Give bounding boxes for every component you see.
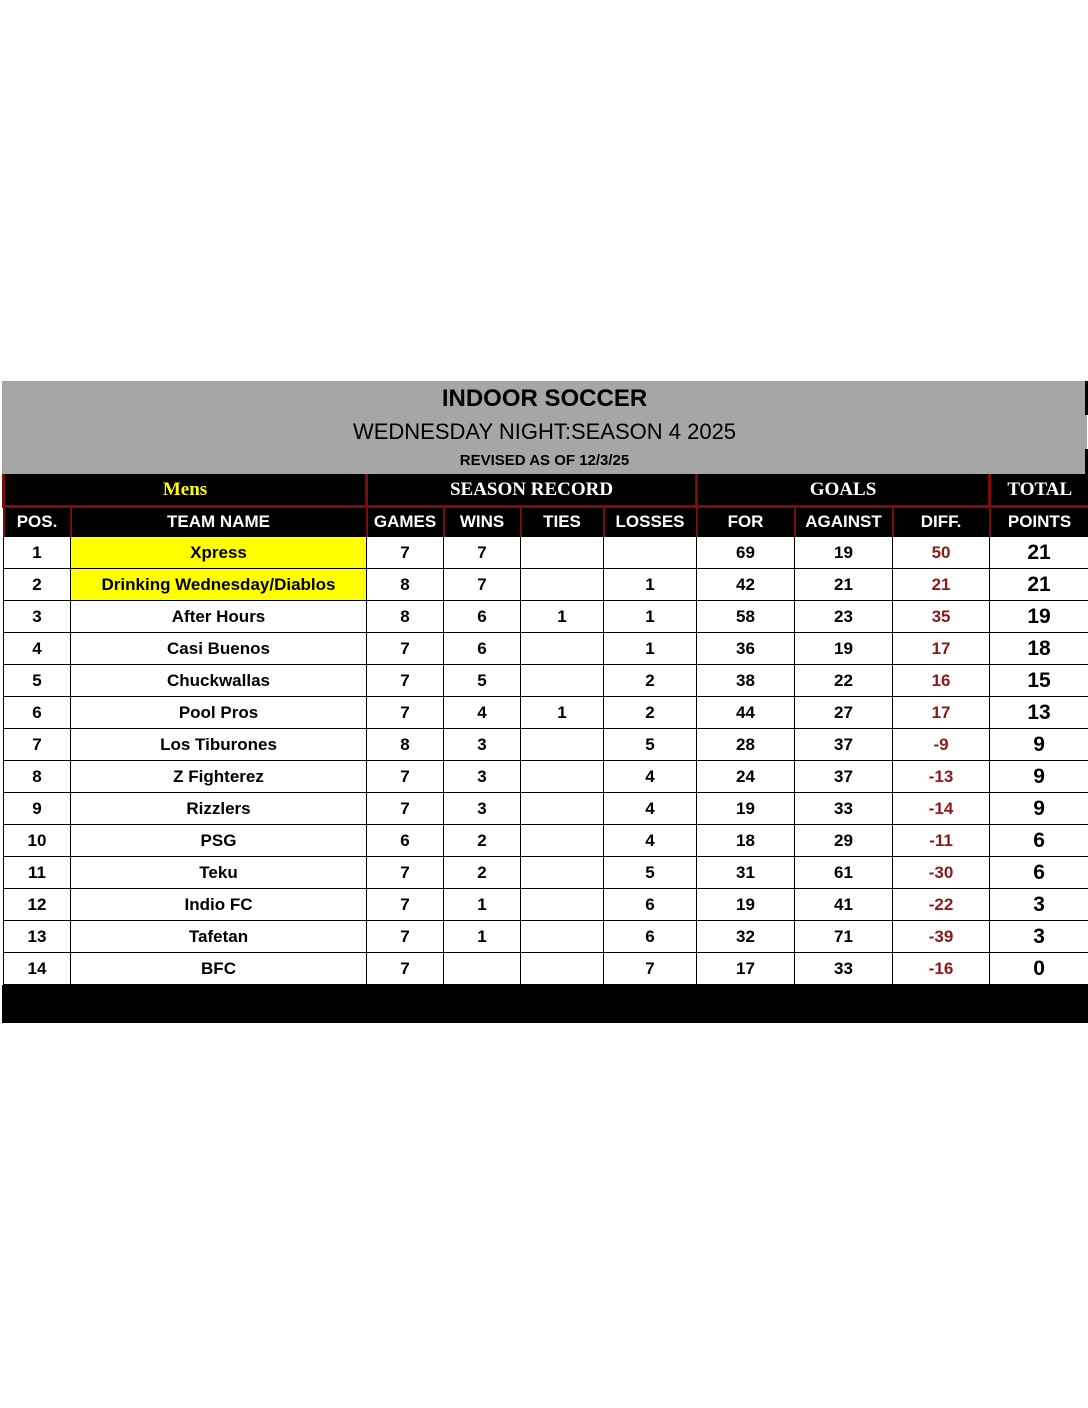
cell-points: 9: [990, 761, 1088, 793]
cell-wins: 5: [444, 665, 521, 697]
column-header-row: [4, 507, 1088, 537]
cell-against: 21: [795, 569, 893, 601]
cell-ties: [521, 825, 604, 857]
cell-diff: -9: [893, 729, 990, 761]
cell-losses: 5: [604, 729, 697, 761]
cell-pos: 13: [4, 921, 71, 953]
cell-losses: 1: [604, 601, 697, 633]
cell-for: 19: [697, 889, 795, 921]
cell-losses: 6: [604, 889, 697, 921]
cell-team: Tafetan: [71, 921, 367, 953]
cell-against: 23: [795, 601, 893, 633]
cell-for: 28: [697, 729, 795, 761]
cell-diff: 35: [893, 601, 990, 633]
cell-points: 6: [990, 857, 1088, 889]
cell-against: 29: [795, 825, 893, 857]
col-wins: WINS: [444, 507, 521, 537]
cell-against: 33: [795, 953, 893, 985]
cell-diff: 16: [893, 665, 990, 697]
cell-wins: 1: [444, 921, 521, 953]
cell-points: 21: [990, 537, 1088, 569]
goals-label: GOALS: [697, 474, 990, 507]
cell-games: 6: [367, 825, 444, 857]
cell-points: 3: [990, 889, 1088, 921]
cell-for: 69: [697, 537, 795, 569]
cell-games: 7: [367, 857, 444, 889]
cell-for: 42: [697, 569, 795, 601]
cell-against: 27: [795, 697, 893, 729]
page-title: INDOOR SOCCER: [441, 385, 648, 412]
cell-pos: 8: [4, 761, 71, 793]
cell-for: 31: [697, 857, 795, 889]
cell-for: 17: [697, 953, 795, 985]
cell-pos: 1: [4, 537, 71, 569]
cell-pos: 7: [4, 729, 71, 761]
cell-diff: 50: [893, 537, 990, 569]
cell-pos: 6: [4, 697, 71, 729]
cell-points: 15: [990, 665, 1088, 697]
cell-diff: 17: [893, 633, 990, 665]
group-header-row: [4, 474, 1088, 507]
page-subtitle: WEDNESDAY NIGHT:SEASON 4 2025: [352, 419, 737, 444]
cell-diff: -39: [893, 921, 990, 953]
cell-points: 21: [990, 569, 1088, 601]
cell-diff: -11: [893, 825, 990, 857]
cell-diff: 21: [893, 569, 990, 601]
cell-games: 7: [367, 793, 444, 825]
cell-team: Teku: [71, 857, 367, 889]
cell-pos: 14: [4, 953, 71, 985]
cell-against: 33: [795, 793, 893, 825]
cell-losses: 6: [604, 921, 697, 953]
cell-games: 7: [367, 761, 444, 793]
table-row: [4, 665, 1088, 697]
table-row: [4, 601, 1088, 633]
table-row: [4, 537, 1088, 569]
cell-pos: 3: [4, 601, 71, 633]
cell-games: 8: [367, 601, 444, 633]
table-row: [4, 921, 1088, 953]
table-row: [4, 857, 1088, 889]
cell-points: 13: [990, 697, 1088, 729]
table-row: [4, 761, 1088, 793]
cell-against: 37: [795, 729, 893, 761]
footer-bar: [2, 985, 1088, 1023]
cell-for: 24: [697, 761, 795, 793]
standings-table: [2, 474, 1088, 985]
cell-wins: 1: [444, 889, 521, 921]
cell-against: 19: [795, 633, 893, 665]
cell-pos: 10: [4, 825, 71, 857]
standings-sheet: [2, 381, 1087, 1023]
cell-games: 7: [367, 665, 444, 697]
cell-losses: 5: [604, 857, 697, 889]
cell-ties: [521, 953, 604, 985]
cell-losses: 2: [604, 697, 697, 729]
table-row: [4, 793, 1088, 825]
table-row: [4, 729, 1088, 761]
cell-team: Z Fighterez: [71, 761, 367, 793]
cell-against: 37: [795, 761, 893, 793]
standings-body: [4, 537, 1088, 985]
cell-for: 44: [697, 697, 795, 729]
cell-losses: 1: [604, 569, 697, 601]
cell-games: 8: [367, 729, 444, 761]
cell-losses: 4: [604, 793, 697, 825]
cell-wins: 6: [444, 601, 521, 633]
cell-ties: [521, 569, 604, 601]
cell-diff: -30: [893, 857, 990, 889]
cell-for: 18: [697, 825, 795, 857]
table-row: [4, 889, 1088, 921]
table-row: [4, 953, 1088, 985]
cell-games: 7: [367, 953, 444, 985]
cell-wins: 3: [444, 729, 521, 761]
cell-ties: [521, 761, 604, 793]
col-pos: POS.: [4, 507, 71, 537]
cell-wins: 7: [444, 569, 521, 601]
cell-wins: 6: [444, 633, 521, 665]
cell-for: 32: [697, 921, 795, 953]
table-row: [4, 825, 1088, 857]
cell-pos: 9: [4, 793, 71, 825]
cell-ties: [521, 537, 604, 569]
cell-pos: 2: [4, 569, 71, 601]
cell-ties: [521, 857, 604, 889]
cell-team: Chuckwallas: [71, 665, 367, 697]
cell-team: Rizzlers: [71, 793, 367, 825]
cell-ties: [521, 921, 604, 953]
col-diff: DIFF.: [893, 507, 990, 537]
table-row: [4, 697, 1088, 729]
cell-losses: 2: [604, 665, 697, 697]
cell-against: 41: [795, 889, 893, 921]
cell-against: 22: [795, 665, 893, 697]
cell-wins: 3: [444, 761, 521, 793]
col-points: POINTS: [990, 507, 1088, 537]
table-row: [4, 633, 1088, 665]
cell-against: 71: [795, 921, 893, 953]
cell-losses: 1: [604, 633, 697, 665]
cell-team: Xpress: [71, 537, 367, 569]
cell-wins: 2: [444, 857, 521, 889]
col-losses: LOSSES: [604, 507, 697, 537]
division-label: Mens: [4, 474, 367, 507]
cell-wins: [444, 953, 521, 985]
cell-wins: 3: [444, 793, 521, 825]
cell-pos: 12: [4, 889, 71, 921]
cell-diff: 17: [893, 697, 990, 729]
cell-against: 19: [795, 537, 893, 569]
cell-diff: -16: [893, 953, 990, 985]
cell-for: 36: [697, 633, 795, 665]
cell-points: 9: [990, 793, 1088, 825]
cell-diff: -14: [893, 793, 990, 825]
cell-diff: -22: [893, 889, 990, 921]
cell-ties: 1: [521, 697, 604, 729]
col-team: TEAM NAME: [71, 507, 367, 537]
col-ties: TIES: [521, 507, 604, 537]
cell-losses: 4: [604, 825, 697, 857]
cell-games: 7: [367, 889, 444, 921]
cell-pos: 5: [4, 665, 71, 697]
cell-against: 61: [795, 857, 893, 889]
cell-pos: 4: [4, 633, 71, 665]
col-against: AGAINST: [795, 507, 893, 537]
cell-games: 7: [367, 537, 444, 569]
cell-games: 8: [367, 569, 444, 601]
cell-points: 0: [990, 953, 1088, 985]
cell-team: Los Tiburones: [71, 729, 367, 761]
cell-team: Casi Buenos: [71, 633, 367, 665]
col-for: FOR: [697, 507, 795, 537]
season-record-label: SEASON RECORD: [367, 474, 697, 507]
cell-games: 7: [367, 921, 444, 953]
cell-ties: [521, 665, 604, 697]
cell-team: PSG: [71, 825, 367, 857]
cell-losses: 7: [604, 953, 697, 985]
cell-for: 58: [697, 601, 795, 633]
cell-ties: [521, 729, 604, 761]
cell-team: BFC: [71, 953, 367, 985]
revised-date: REVISED AS OF 12/3/25: [459, 452, 630, 469]
cell-wins: 7: [444, 537, 521, 569]
cell-for: 19: [697, 793, 795, 825]
cell-points: 6: [990, 825, 1088, 857]
cell-team: Drinking Wednesday/Diablos: [71, 569, 367, 601]
cell-for: 38: [697, 665, 795, 697]
col-games: GAMES: [367, 507, 444, 537]
table-row: [4, 569, 1088, 601]
cell-team: After Hours: [71, 601, 367, 633]
cell-ties: [521, 793, 604, 825]
cell-ties: 1: [521, 601, 604, 633]
cell-games: 7: [367, 697, 444, 729]
cell-losses: [604, 537, 697, 569]
cell-wins: 4: [444, 697, 521, 729]
cell-wins: 2: [444, 825, 521, 857]
cell-points: 19: [990, 601, 1088, 633]
cell-points: 18: [990, 633, 1088, 665]
cell-diff: -13: [893, 761, 990, 793]
cell-ties: [521, 889, 604, 921]
cell-ties: [521, 633, 604, 665]
cell-games: 7: [367, 633, 444, 665]
cell-points: 9: [990, 729, 1088, 761]
cell-losses: 4: [604, 761, 697, 793]
cell-points: 3: [990, 921, 1088, 953]
cell-team: Pool Pros: [71, 697, 367, 729]
cell-pos: 11: [4, 857, 71, 889]
cell-team: Indio FC: [71, 889, 367, 921]
total-label: TOTAL: [990, 474, 1088, 507]
title-block: [2, 381, 1087, 474]
